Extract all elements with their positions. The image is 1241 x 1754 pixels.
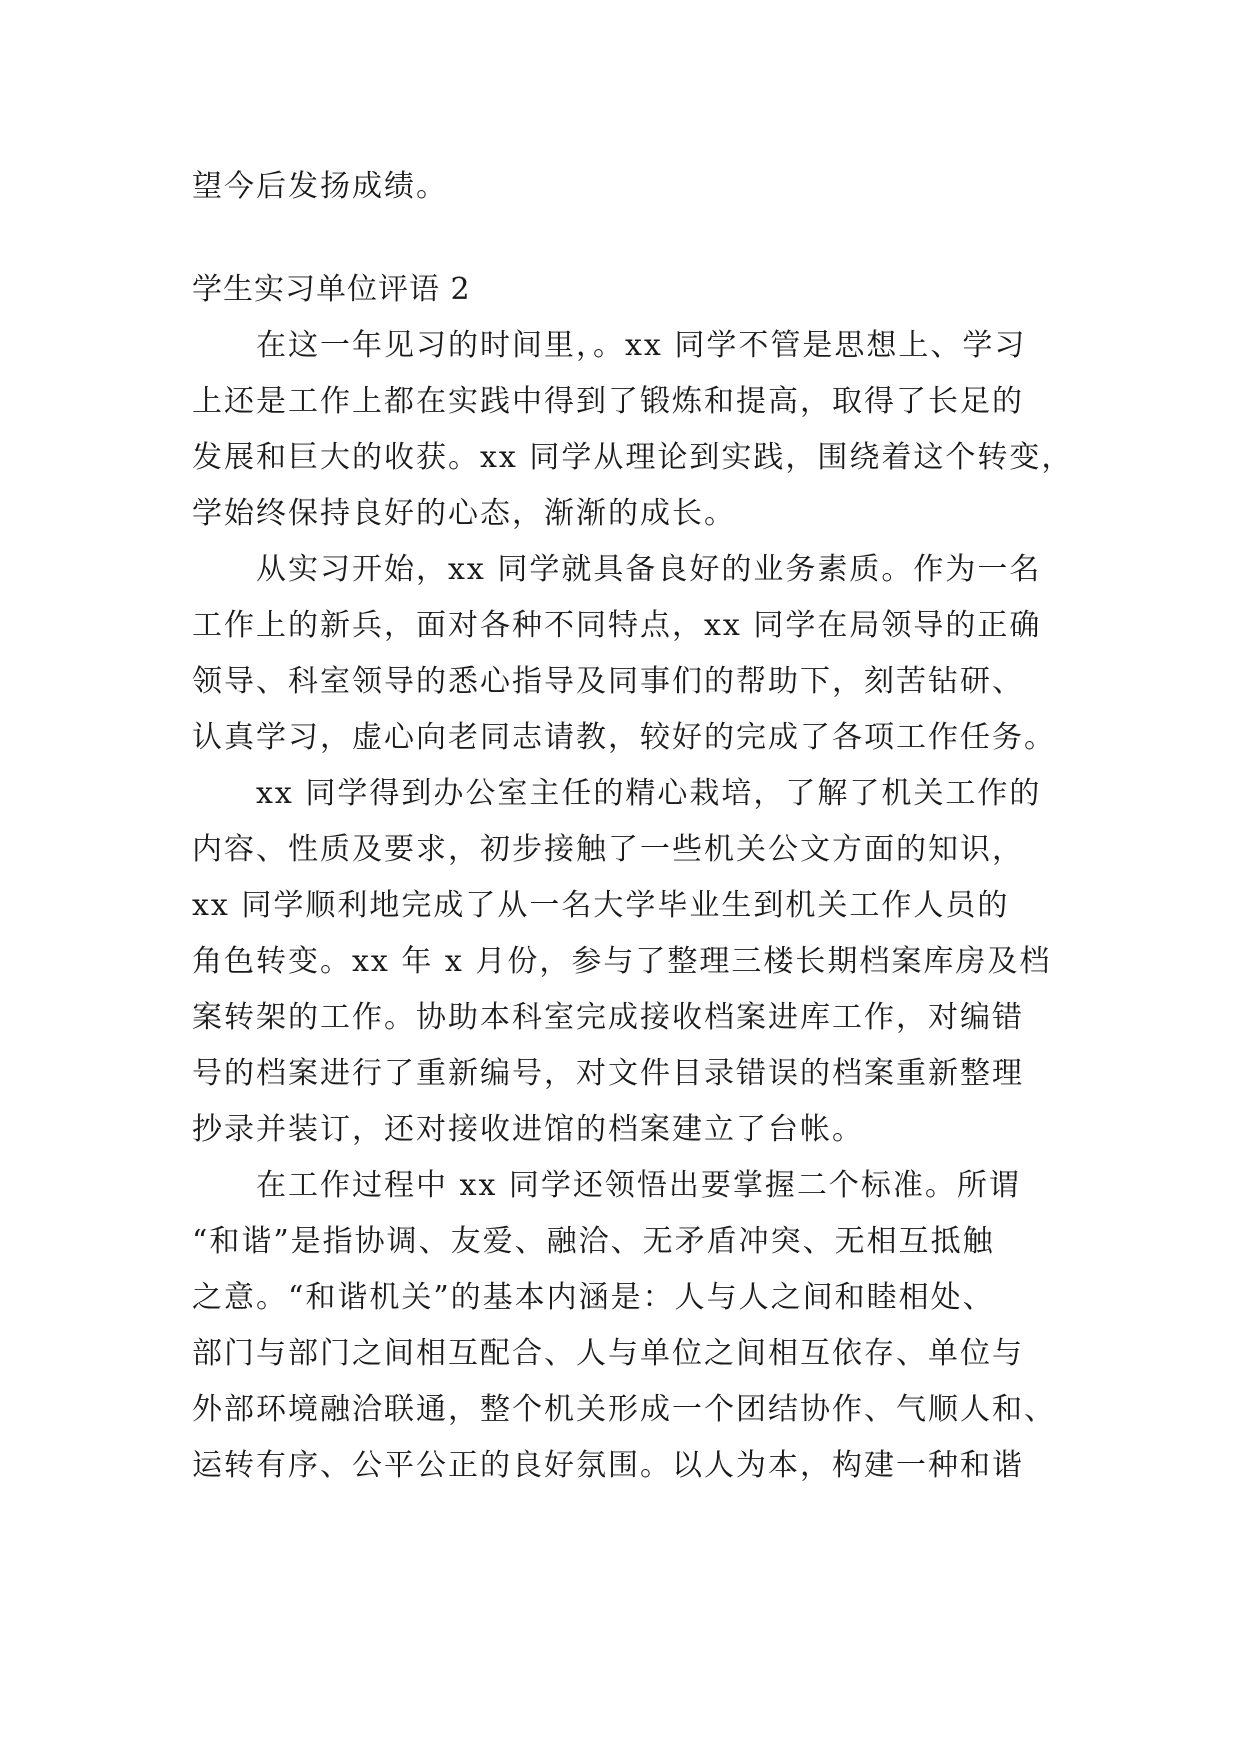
paragraph-2 (192, 542, 1054, 766)
paragraph-line: 上还是工作上都在实践中得到了锻炼和提高，取得了长足的 (192, 384, 1024, 419)
section-gap (192, 215, 1054, 262)
paragraph-line: 外部环境融洽联通，整个机关形成一个团结协作、气顺人和、 (192, 1392, 1056, 1427)
paragraph-line: 从实习开始，xx 同学就具备良好的业务素质。作为一名 (256, 552, 1042, 587)
paragraph-line: 认真学习，虚心向老同志请教，较好的完成了各项工作任务。 (192, 720, 1056, 755)
paragraph-line: xx 同学得到办公室主任的精心栽培，了解了机关工作的 (256, 776, 1042, 811)
paragraph-line: xx 同学顺利地完成了从一名大学毕业生到机关工作人员的 (192, 888, 1010, 923)
paragraph-line: 运转有序、公平公正的良好氛围。以人为本，构建一种和谐 (192, 1448, 1024, 1483)
paragraph-line: 发展和巨大的收获。xx 同学从理论到实践，围绕着这个转变， (192, 440, 1074, 475)
paragraph-line: 领导、科室领导的悉心指导及同事们的帮助下，刻苦钻研、 (192, 664, 1024, 699)
paragraph-line: 角色转变。xx 年 x 月份，参与了整理三楼长期档案库房及档 (192, 944, 1052, 979)
paragraph-line: 部门与部门之间相互配合、人与单位之间相互依存、单位与 (192, 1336, 1024, 1371)
paragraph-line: 之意。“和谐机关”的基本内涵是：人与人之间和睦相处、 (192, 1280, 995, 1315)
paragraph-line: “和谐”是指协调、友爱、融洽、无矛盾冲突、无相互抵触 (192, 1224, 995, 1259)
paragraph-line: 内容、性质及要求，初步接触了一些机关公文方面的知识， (192, 832, 1024, 867)
paragraph-3 (192, 766, 1054, 1158)
section-heading: 学生实习单位评语 2 (192, 272, 471, 307)
paragraph-line: 案转架的工作。协助本科室完成接收档案进库工作，对编错 (192, 1000, 1024, 1035)
paragraph-1 (192, 318, 1074, 542)
document-body (192, 159, 1074, 1494)
intro-tail-line: 望今后发扬成绩。 (192, 169, 448, 204)
paragraph-line: 抄录并装订，还对接收进馆的档案建立了台帐。 (192, 1112, 864, 1147)
paragraph-line: 在这一年见习的时间里，。xx 同学不管是思想上、学习 (256, 328, 1027, 363)
paragraph-4 (192, 1158, 1054, 1494)
paragraph-line: 工作上的新兵，面对各种不同特点，xx 同学在局领导的正确 (192, 608, 1042, 643)
paragraph-line: 学始终保持良好的心态，渐渐的成长。 (192, 496, 736, 531)
paragraph-line: 号的档案进行了重新编号，对文件目录错误的档案重新整理 (192, 1056, 1024, 1091)
paragraph-line: 在工作过程中 xx 同学还领悟出要掌握二个标准。所谓 (256, 1168, 1021, 1203)
